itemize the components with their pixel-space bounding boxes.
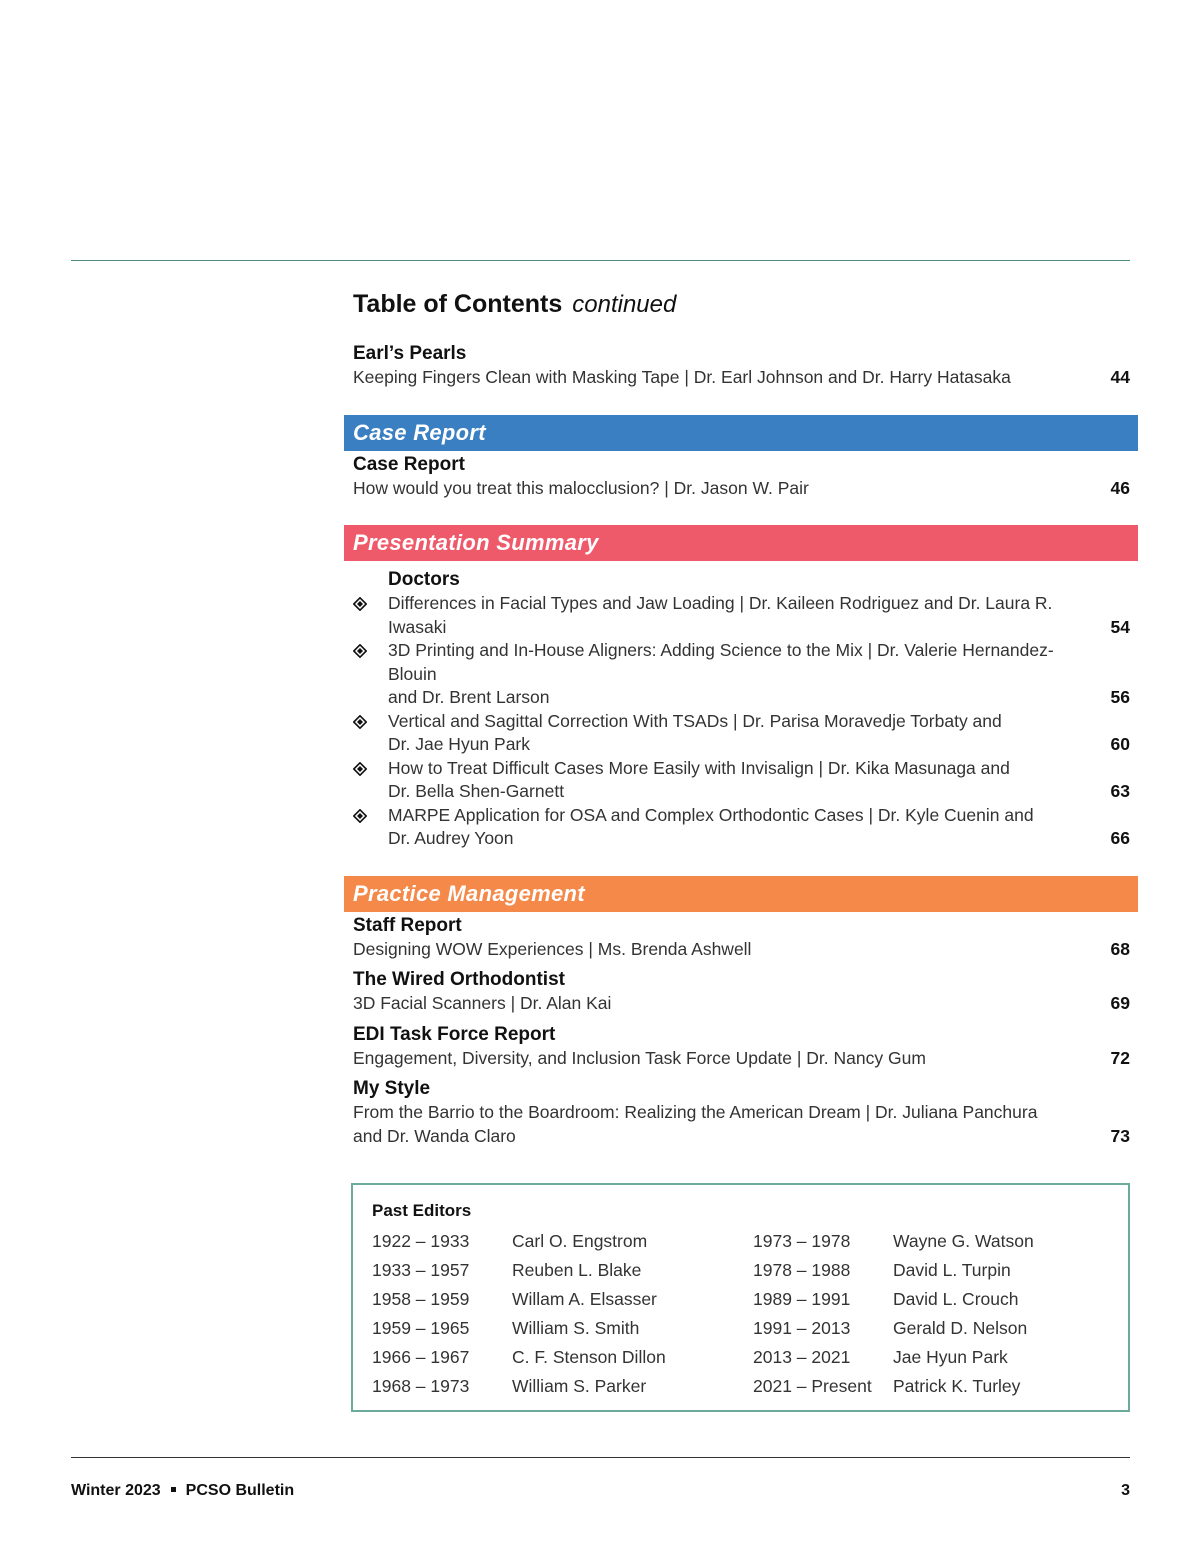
- editor-name: C. F. Stenson Dillon: [512, 1347, 666, 1367]
- table-row: [372, 1227, 1128, 1256]
- subsection-heading-doctors: Doctors: [388, 569, 460, 590]
- entry-text: 3D Facial Scanners | Dr. Alan Kai: [353, 993, 612, 1013]
- editor-name: Carl O. Engstrom: [512, 1231, 648, 1251]
- toc-entry-case-report[interactable]: [344, 453, 1138, 501]
- entry-heading: The Wired Orthodontist: [353, 969, 565, 990]
- page-number: 73: [1110, 1125, 1130, 1146]
- editor-name: Reuben L. Blake: [512, 1260, 642, 1280]
- editor-name: Wayne G. Watson: [893, 1231, 1034, 1251]
- table-of-contents: [344, 288, 1138, 1148]
- page-number: 46: [1110, 477, 1130, 498]
- section-band-practice-management: Practice Management: [344, 876, 1138, 912]
- entry-text: Designing WOW Experiences | Ms. Brenda Ashwell: [353, 938, 752, 959]
- entry-text: Dr. Audrey Yoon: [388, 828, 514, 848]
- editor-years: 1958 – 1959: [372, 1289, 470, 1309]
- toc-entry-earls-pearls[interactable]: [344, 342, 1138, 390]
- diamond-bullet-icon: [353, 597, 367, 611]
- editor-name: David L. Turpin: [893, 1260, 1011, 1280]
- editor-years: 1978 – 1988: [753, 1260, 851, 1280]
- section-band-case-report: Case Report: [344, 415, 1138, 451]
- entry-text: Dr. Jae Hyun Park: [388, 734, 530, 754]
- editor-name: William S. Smith: [512, 1318, 640, 1338]
- editor-years: 1922 – 1933: [372, 1231, 470, 1251]
- page-number: 68: [1110, 938, 1130, 959]
- table-row: [372, 1256, 1128, 1285]
- entry-heading: Staff Report: [353, 914, 462, 936]
- list-item[interactable]: [344, 592, 1138, 639]
- editor-name: Gerald D. Nelson: [893, 1318, 1028, 1338]
- entry-text: How would you treat this malocclusion? | Dr. Jason W. Pair: [353, 477, 809, 498]
- toc-title-suffix: continued: [572, 291, 677, 318]
- entry-text: and Dr. Wanda Claro: [353, 1125, 516, 1146]
- editor-years: 1959 – 1965: [372, 1318, 470, 1338]
- page-number: 60: [1110, 734, 1130, 754]
- entry-heading: EDI Task Force Report: [353, 1023, 556, 1045]
- page-number: 63: [1110, 781, 1130, 801]
- table-row: [372, 1372, 1128, 1401]
- toc-entry[interactable]: [344, 914, 1138, 962]
- editor-name: Jae Hyun Park: [893, 1347, 1008, 1367]
- page-number: 54: [1110, 616, 1130, 637]
- editor-name: William S. Parker: [512, 1376, 647, 1396]
- toc-entry[interactable]: [344, 968, 1138, 1016]
- past-editors-table: [372, 1227, 1128, 1401]
- entry-heading: Case Report: [353, 453, 465, 475]
- entry-text: MARPE Application for OSA and Complex Orthodontic Cases | Dr. Kyle Cuenin and: [388, 804, 1034, 825]
- entry-text: How to Treat Difficult Cases More Easily with Invisalign | Dr. Kika Masunaga and: [388, 757, 1010, 778]
- table-row: [372, 1343, 1128, 1372]
- list-item[interactable]: [344, 710, 1138, 757]
- diamond-bullet-icon: [353, 762, 367, 776]
- page-number: 56: [1110, 687, 1130, 707]
- entry-text: From the Barrio to the Boardroom: Realizing the American Dream | Dr. Juliana Panchura: [353, 1102, 1038, 1122]
- footer-issue: Winter 2023: [71, 1482, 161, 1499]
- section-band-presentation-summary: Presentation Summary: [344, 525, 1138, 561]
- diamond-bullet-icon: [353, 809, 367, 823]
- editor-years: 1968 – 1973: [372, 1376, 470, 1396]
- entry-text: Dr. Bella Shen-Garnett: [388, 781, 565, 801]
- list-item[interactable]: [344, 804, 1138, 851]
- presentation-summary-list: [344, 592, 1138, 851]
- table-row: [372, 1285, 1128, 1314]
- top-rule: [71, 260, 1130, 261]
- past-editors-box: [351, 1183, 1130, 1412]
- practice-management-list: [344, 914, 1138, 1149]
- entry-text: 3D Printing and In-House Aligners: Adding Science to the Mix | Dr. Valerie Hernandez-Blouin: [388, 640, 1054, 684]
- entry-heading: Earl’s Pearls: [353, 343, 467, 364]
- square-bullet-icon: [171, 1487, 176, 1492]
- bottom-rule: [71, 1457, 1130, 1458]
- editor-years: 1991 – 2013: [753, 1318, 851, 1338]
- list-item[interactable]: [344, 757, 1138, 804]
- toc-entry[interactable]: [344, 1023, 1138, 1071]
- page-number: 66: [1110, 828, 1130, 848]
- past-editors-title: Past Editors: [372, 1201, 472, 1220]
- page-title: [344, 288, 1138, 321]
- footer-page-number: 3: [1121, 1482, 1130, 1499]
- editor-years: 1966 – 1967: [372, 1347, 470, 1367]
- entry-text: Keeping Fingers Clean with Masking Tape | Dr. Earl Johnson and Dr. Harry Hatasaka: [353, 367, 1011, 387]
- page-number: 44: [1110, 367, 1130, 387]
- toc-title-text: Table of Contents: [353, 290, 563, 318]
- diamond-bullet-icon: [353, 715, 367, 729]
- editor-years: 2021 – Present: [753, 1376, 872, 1396]
- list-item[interactable]: [344, 639, 1138, 710]
- editor-years: 1933 – 1957: [372, 1260, 470, 1280]
- page-footer: [71, 1480, 1130, 1502]
- entry-text: and Dr. Brent Larson: [388, 687, 550, 707]
- editor-name: Patrick K. Turley: [893, 1376, 1021, 1396]
- entry-text: Engagement, Diversity, and Inclusion Task Force Update | Dr. Nancy Gum: [353, 1047, 926, 1068]
- footer-publication: PCSO Bulletin: [185, 1482, 295, 1499]
- editor-years: 1989 – 1991: [753, 1289, 851, 1309]
- page-number: 69: [1110, 993, 1130, 1013]
- editor-years: 1973 – 1978: [753, 1231, 851, 1251]
- editor-name: Willam A. Elsasser: [512, 1289, 657, 1309]
- entry-text: Vertical and Sagittal Correction With TSADs | Dr. Parisa Moravedje Torbaty and: [388, 710, 1002, 731]
- editor-years: 2013 – 2021: [753, 1347, 851, 1367]
- entry-heading: My Style: [353, 1078, 431, 1099]
- page-number: 72: [1110, 1047, 1130, 1068]
- toc-entry[interactable]: [344, 1077, 1138, 1148]
- entry-text: Differences in Facial Types and Jaw Loading | Dr. Kaileen Rodriguez and Dr. Laura R. Iwasaki: [388, 593, 1053, 637]
- table-row: [372, 1314, 1128, 1343]
- editor-name: David L. Crouch: [893, 1289, 1019, 1309]
- diamond-bullet-icon: [353, 644, 367, 658]
